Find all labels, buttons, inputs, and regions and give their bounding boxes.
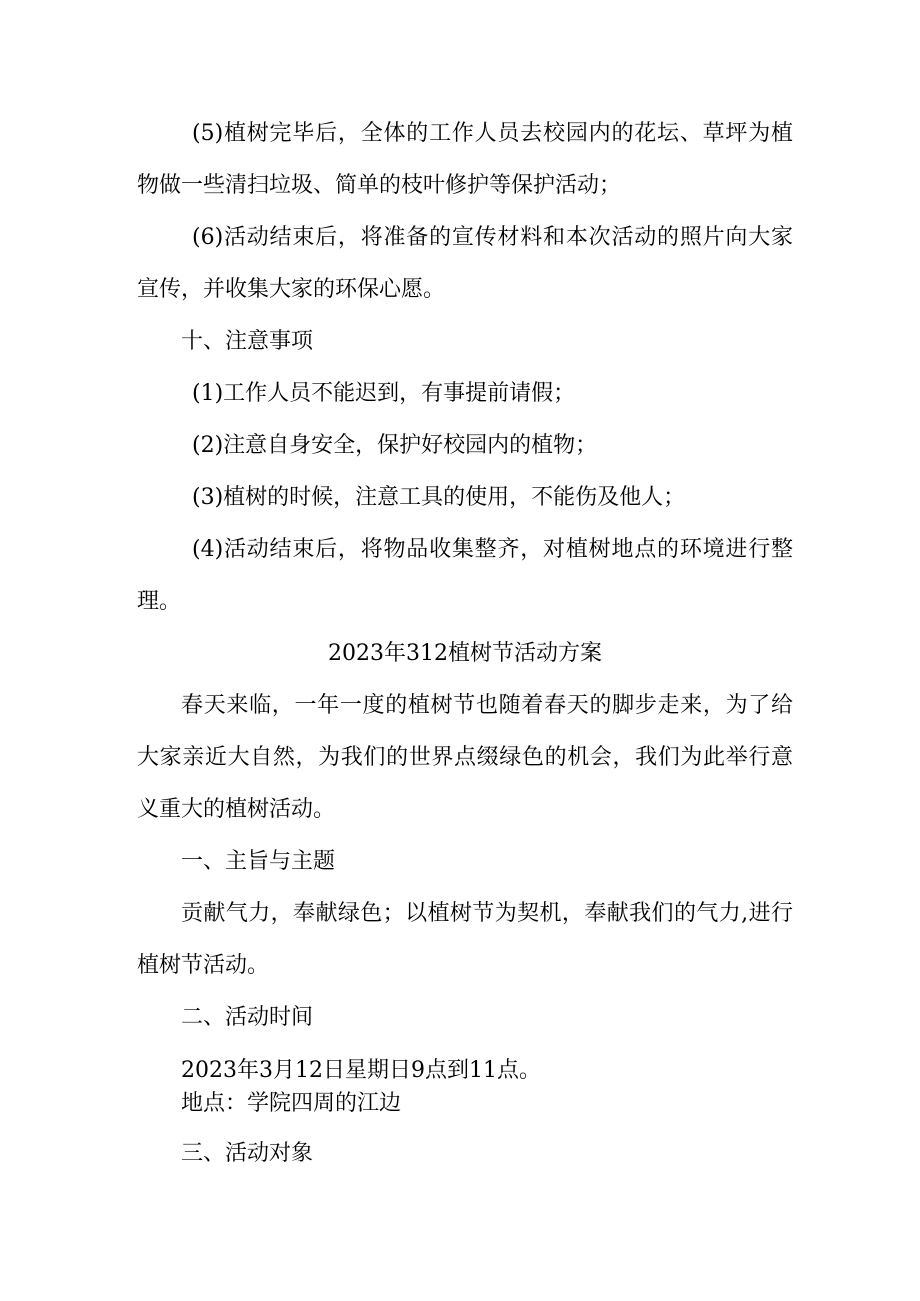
section-one-heading: 一、主旨与主题 (181, 849, 336, 874)
note-item-1: (1)工作人员不能迟到，有事提前请假； (192, 381, 576, 406)
section-three-heading: 三、活动对象 (181, 1141, 314, 1166)
note-item-3: (3)植树的时候，注意工具的使用，不能伤及他人； (192, 485, 686, 510)
section-ten-heading: 十、注意事项 (181, 329, 314, 354)
intro-paragraph: 春天来临，一年一度的植树节也随着春天的脚步走来，为了给大家亲近大自然，为我们的世界点缀绿色的机会，我们为此举行意义重大的植树活动。 (137, 693, 793, 822)
activity-time-line: 2023年3月12日星期日9点到11点。 (181, 1058, 541, 1083)
paragraph-step-6: (6)活动结束后，将准备的宣传材料和本次活动的照片向大家宣传，并收集大家的环保心愿。 (137, 225, 793, 302)
paragraph-step-5: (5)植树完毕后，全体的工作人员去校园内的花坛、草坪为植物做一些清扫垃圾、简单的枝叶修护等保护活动； (137, 121, 793, 198)
document-title: 2023年312植树节活动方案 (328, 641, 602, 666)
section-two-heading: 二、活动时间 (181, 1005, 314, 1030)
note-item-4: (4)活动结束后，将物品收集整齐，对植树地点的环境进行整理。 (137, 537, 793, 614)
note-item-2: (2)注意自身安全，保护好校园内的植物； (192, 433, 598, 458)
activity-location-line: 地点：学院四周的江边 (181, 1091, 402, 1116)
section-one-body: 贡献气力，奉献绿色；以植树节为契机，奉献我们的气力,进行植树节活动。 (137, 901, 793, 978)
document-body (137, 108, 793, 1180)
